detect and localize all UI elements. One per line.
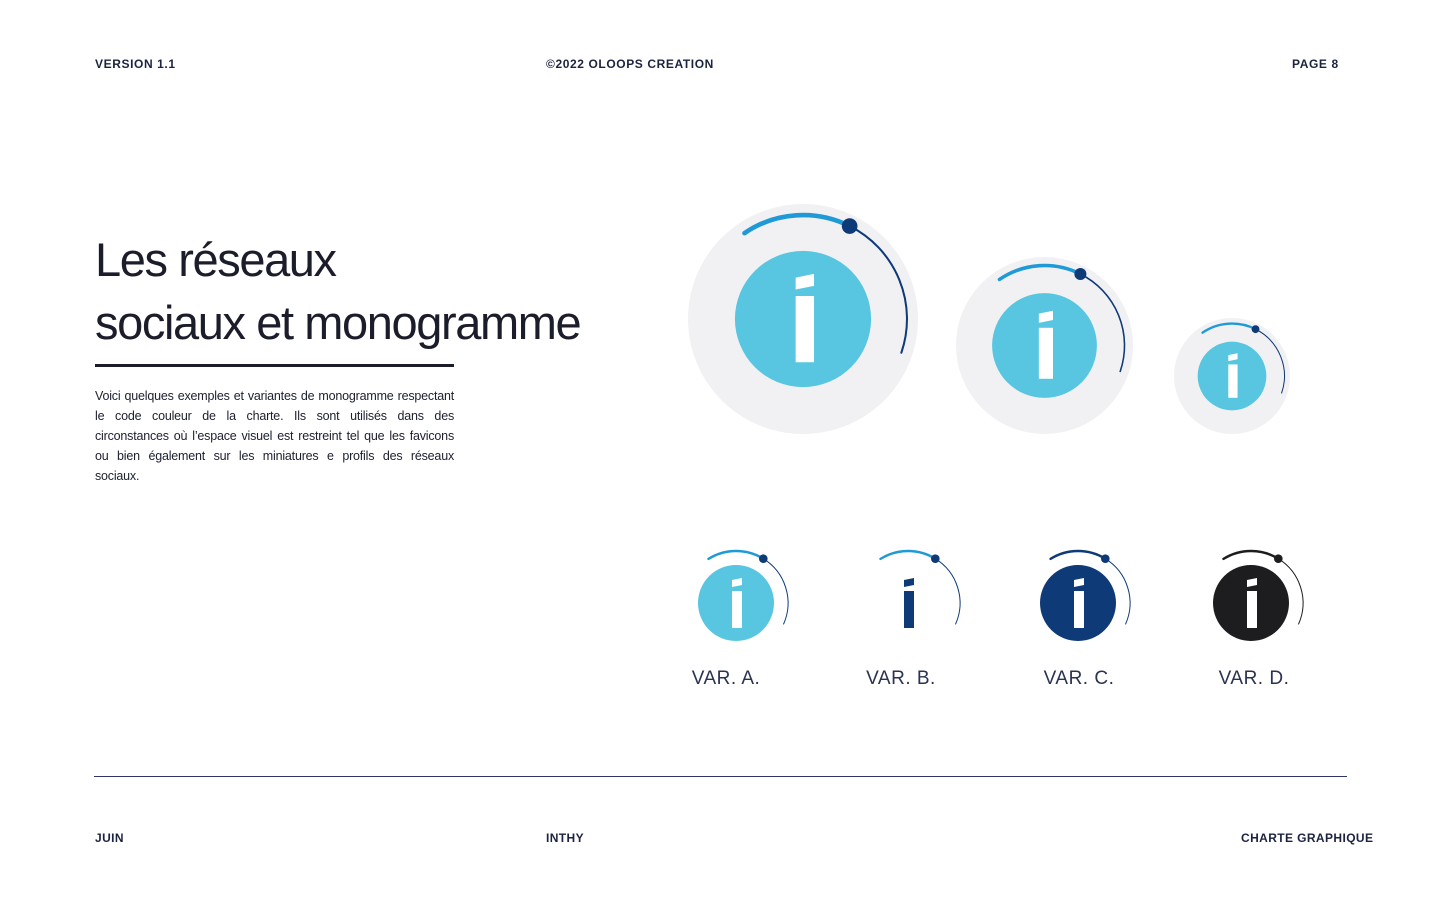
orbit-arc [881,551,936,559]
orbit-arc [709,551,764,559]
page-title-line-2: sociaux et monogramme [95,296,581,349]
monogram-var-c [1028,553,1128,653]
monogram-letter-i-stem [1039,328,1053,379]
page-title [95,228,655,354]
footer-doc-type: CHARTE GRAPHIQUE [1241,831,1374,845]
description-paragraph: Voici quelques exemples et variantes de monogramme respectant le code couleur de la charte. Ils sont utilisés dans des circonstances où l’espace visuel est restreint tel que les favicons ou bien également sur les miniatures e profils des réseaux sociaux. [95,389,454,483]
monogram-var-d [1201,553,1301,653]
variant-c-label: VAR. C. [1043,668,1115,689]
footer-brand: INTHY [546,831,584,845]
monogram-medium [956,257,1133,434]
letter-i-dot [904,578,914,587]
monogram-orbit-dot [842,218,858,234]
letter-i-stem [904,591,914,628]
copyright-label: ©2022 OLOOPS CREATION [546,57,714,71]
monogram-small [1174,318,1290,434]
version-label: VERSION 1.1 [95,57,176,71]
monogram-large [688,204,918,434]
orbit-dot [1101,554,1110,563]
monogram-var-b [858,553,958,653]
variant-a-label: VAR. A. [691,668,761,689]
monogram-letter-i-stem [796,296,814,362]
page-title-line-1: Les réseaux [95,233,336,286]
footer-month: JUIN [95,831,124,845]
monogram-orbit-dot [1252,325,1260,333]
letter-i-stem [1247,591,1257,628]
orbit-tail [935,559,960,624]
monogram-orbit-dot [1074,268,1086,280]
monogram-letter-i-stem [1228,364,1237,397]
monogram-var-a [686,553,786,653]
orbit-arc [1224,551,1279,559]
variant-d-label: VAR. D. [1218,668,1290,689]
letter-i-stem [1074,591,1084,628]
variant-b-label: VAR. B. [866,668,936,689]
footer-divider [94,776,1347,777]
page-number: PAGE 8 [1292,57,1339,71]
orbit-dot [759,554,768,563]
orbit-arc [1051,551,1106,559]
orbit-dot [931,554,940,563]
letter-i-stem [732,591,742,628]
orbit-dot [1274,554,1283,563]
title-underline [95,364,454,367]
